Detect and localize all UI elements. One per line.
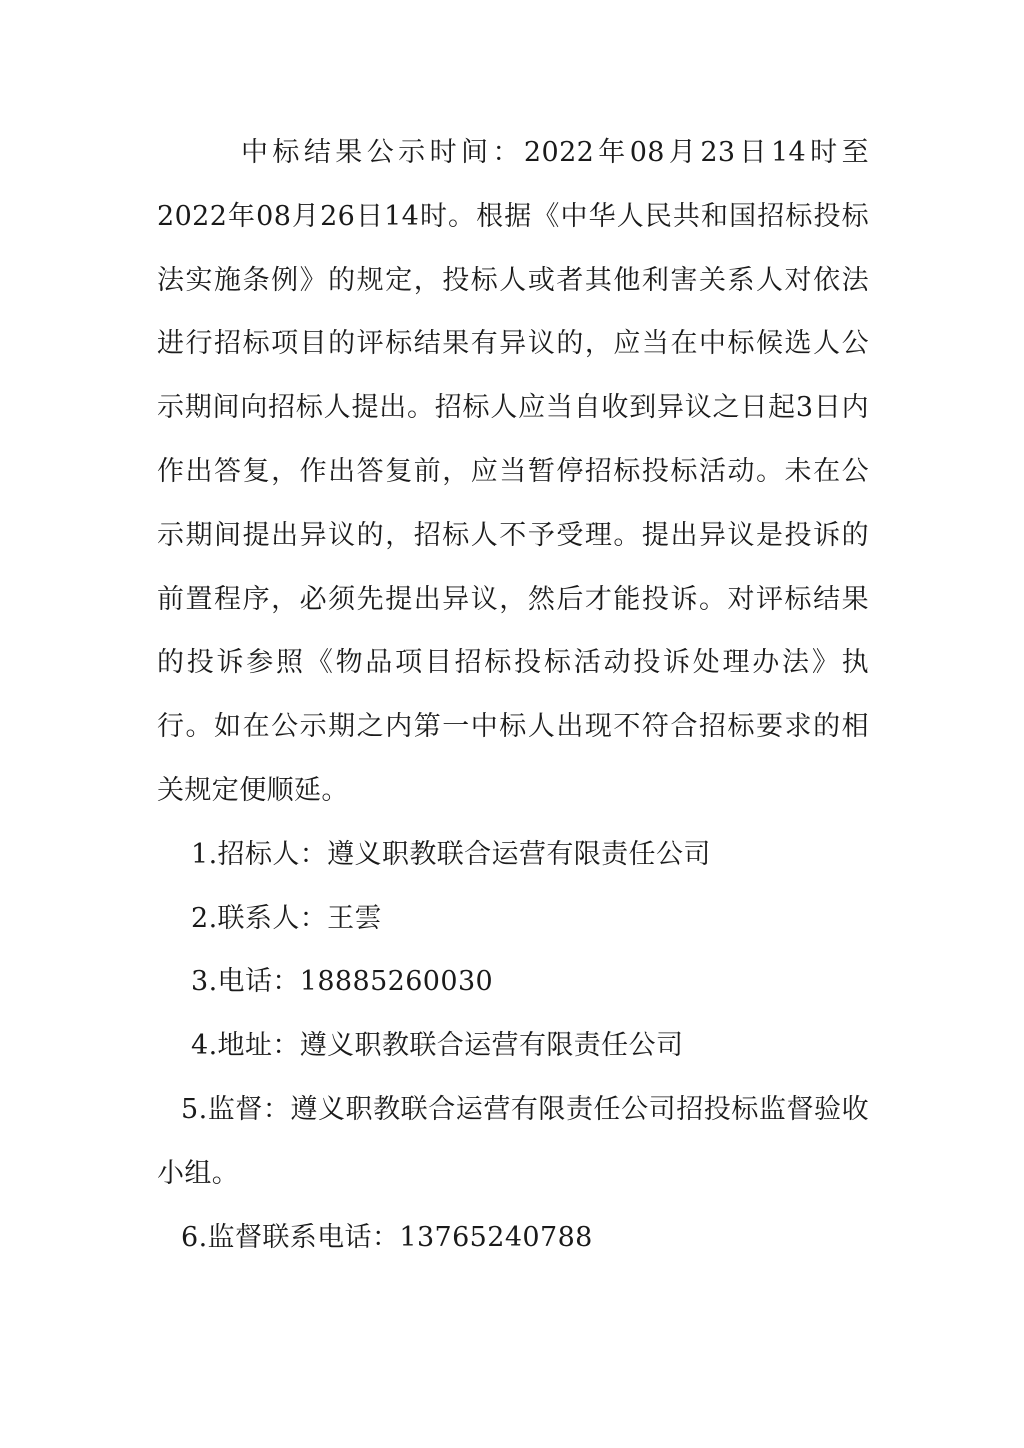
list-item-tenderer: 1.招标人：遵义职教联合运营有限责任公司 [191, 838, 711, 870]
list-item-address: 4.地址：遵义职教联合运营有限责任公司 [191, 1030, 684, 1062]
announcement-paragraph: 中标结果公示时间：2022年08月23日14时至2022年08月26日14时。根据《中华人民共和国招标投标法实施条例》的规定，投标人或者其他利害关系人对依法进行招标项目的评标结果有异议的，应当在中标候选人公示期间向招标人提出。招标人应当自收到异议之日起3日内作出答复，作出答复前，应当暂停招标投标活动。未在公示期间提出异议的，招标人不予受理。提出异议是投诉的前置程序，必须先提出异议，然后才能投诉。对评标结果的投诉参照《物品项目招标投标活动投诉处理办法》执行。如在公示期之内第一中标人出现不符合招标要求的相关规定便顺延。 [157, 137, 869, 806]
list-item-supervision: 5.监督：遵义职教联合运营有限责任公司招投标监督验收小组。 [157, 1093, 869, 1189]
list-item-contact-person: 2.联系人：王雲 [191, 902, 382, 934]
document-page [157, 121, 869, 1269]
list-item-supervision-phone: 6.监督联系电话：13765240788 [181, 1221, 593, 1253]
contact-list [157, 823, 869, 1270]
list-item-phone: 3.电话：18885260030 [191, 966, 494, 998]
